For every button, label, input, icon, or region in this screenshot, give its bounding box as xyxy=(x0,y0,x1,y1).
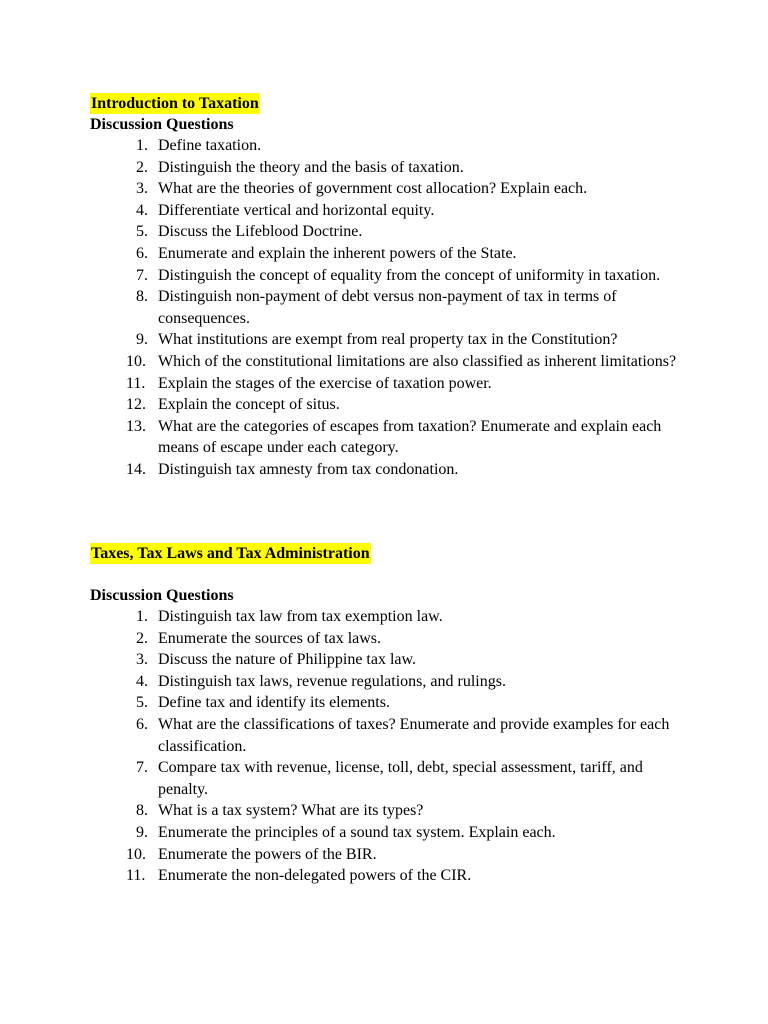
list-item xyxy=(90,373,690,395)
list-item xyxy=(90,200,690,222)
item-number: 3. xyxy=(136,651,148,669)
list-item xyxy=(90,394,690,416)
question-text: What are the classifications of taxes? Enumerate and provide examples for each classification. xyxy=(158,715,670,755)
question-text: What institutions are exempt from real property tax in the Constitution? xyxy=(158,331,618,349)
list-item xyxy=(90,671,690,693)
item-number: 2. xyxy=(136,158,148,176)
item-number: 10. xyxy=(126,352,146,370)
spacer xyxy=(90,564,690,585)
question-text: Distinguish the theory and the basis of taxation. xyxy=(158,158,464,176)
question-text: Which of the constitutional limitations are also classified as inherent limitations? xyxy=(158,352,677,370)
question-text: Enumerate the sources of tax laws. xyxy=(158,629,382,647)
question-text: Distinguish tax laws, revenue regulations, and rulings. xyxy=(158,672,506,690)
item-number: 13. xyxy=(126,417,146,435)
item-number: 7. xyxy=(136,759,148,777)
list-item xyxy=(90,157,690,179)
section-taxes-tax-laws-administration xyxy=(90,543,690,887)
question-text: Compare tax with revenue, license, toll, debt, special assessment, tariff, and penalty. xyxy=(158,759,643,798)
list-item xyxy=(90,329,690,351)
item-number: 9. xyxy=(136,331,148,349)
question-list xyxy=(90,135,690,481)
list-item xyxy=(90,822,690,844)
question-text: Discuss the nature of Philippine tax law. xyxy=(158,651,417,669)
list-item xyxy=(90,606,690,628)
discussion-questions-heading: Discussion Questions xyxy=(90,116,234,133)
list-item xyxy=(90,865,690,887)
question-text: Distinguish tax law from tax exemption law. xyxy=(158,608,443,625)
list-item xyxy=(90,351,690,373)
list-item xyxy=(90,800,690,822)
question-text: Explain the stages of the exercise of taxation power. xyxy=(158,374,492,392)
list-item xyxy=(90,243,690,265)
item-number: 9. xyxy=(136,823,148,841)
item-number: 4. xyxy=(136,672,148,690)
section-title: Introduction to Taxation xyxy=(91,95,259,112)
question-text: Explain the concept of situs. xyxy=(158,396,340,414)
item-number: 14. xyxy=(126,460,146,478)
question-text: Enumerate the powers of the BIR. xyxy=(158,845,377,863)
question-text: Distinguish tax amnesty from tax condonation. xyxy=(158,460,459,478)
question-text: Enumerate the non-delegated powers of the CIR. xyxy=(158,867,472,885)
list-item xyxy=(90,692,690,714)
list-item xyxy=(90,178,690,200)
list-item xyxy=(90,135,690,157)
list-item xyxy=(90,416,690,459)
discussion-questions-heading: Discussion Questions xyxy=(90,587,234,604)
question-text: What are the theories of government cost allocation? Explain each. xyxy=(158,180,588,198)
question-text: What are the categories of escapes from taxation? Enumerate and explain each means of escape under each category. xyxy=(158,417,662,457)
question-text: Distinguish the concept of equality from the concept of uniformity in taxation. xyxy=(158,266,661,284)
question-text: What is a tax system? What are its types? xyxy=(158,802,424,820)
section-title: Taxes, Tax Laws and Tax Administration xyxy=(91,545,370,562)
question-text: Define taxation. xyxy=(158,137,262,154)
list-item xyxy=(90,459,690,481)
item-number: 8. xyxy=(136,802,148,820)
item-number: 12. xyxy=(126,396,146,414)
question-text: Distinguish non-payment of debt versus non-payment of tax in terms of consequences. xyxy=(158,288,617,327)
item-number: 6. xyxy=(136,244,148,262)
list-item xyxy=(90,221,690,243)
item-number: 8. xyxy=(136,288,148,306)
question-text: Define tax and identify its elements. xyxy=(158,694,390,712)
item-number: 5. xyxy=(136,223,148,241)
section-introduction-to-taxation xyxy=(90,93,690,481)
question-text: Enumerate and explain the inherent powers of the State. xyxy=(158,244,517,262)
question-text: Enumerate the principles of a sound tax system. Explain each. xyxy=(158,823,556,841)
item-number: 11. xyxy=(126,374,146,392)
item-number: 5. xyxy=(136,694,148,712)
list-item xyxy=(90,628,690,650)
question-text: Discuss the Lifeblood Doctrine. xyxy=(158,223,363,241)
item-number: 7. xyxy=(136,266,148,284)
question-list xyxy=(90,606,690,887)
list-item xyxy=(90,286,690,329)
list-item xyxy=(90,844,690,866)
list-item xyxy=(90,649,690,671)
list-item xyxy=(90,714,690,757)
item-number: 2. xyxy=(136,629,148,647)
item-number: 4. xyxy=(136,201,148,219)
item-number: 1. xyxy=(136,137,148,154)
item-number: 3. xyxy=(136,180,148,198)
item-number: 11. xyxy=(126,867,146,885)
question-text: Differentiate vertical and horizontal equity. xyxy=(158,201,435,219)
item-number: 6. xyxy=(136,715,148,733)
item-number: 1. xyxy=(136,608,148,625)
list-item xyxy=(90,265,690,287)
list-item xyxy=(90,757,690,800)
item-number: 10. xyxy=(126,845,146,863)
